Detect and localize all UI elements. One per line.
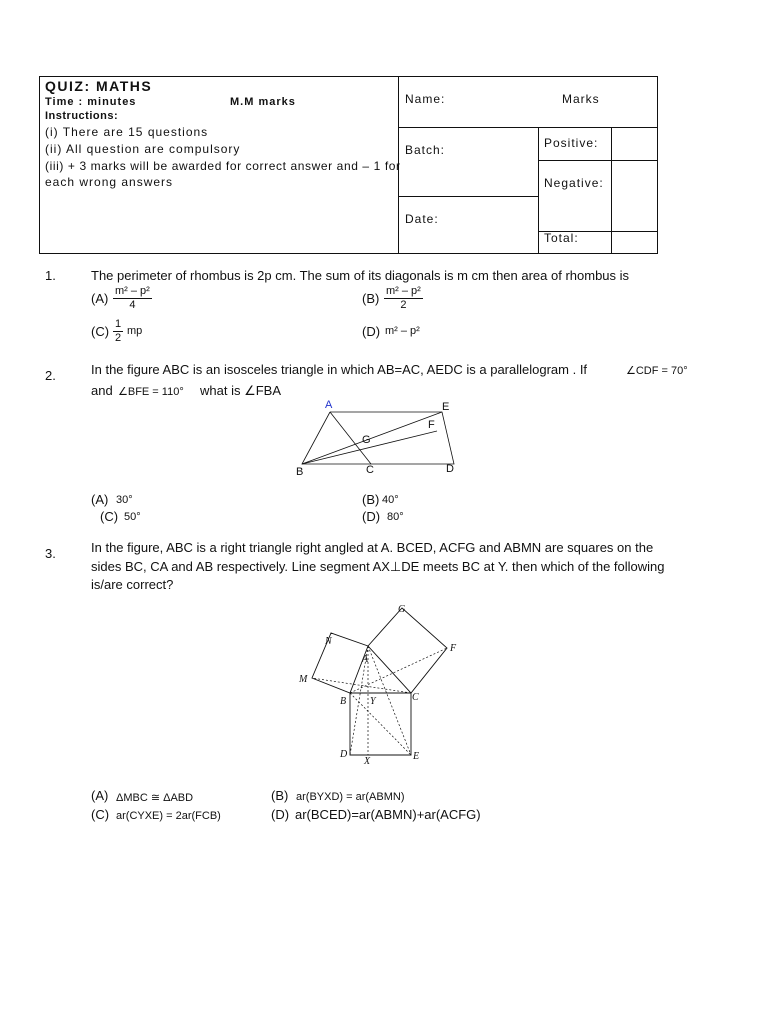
q2-option-d-value: 80°: [387, 511, 404, 523]
q3-option-c-value: ar(CYXE) = 2ar(FCB): [116, 810, 221, 822]
q2-figure-parallelogram: [290, 395, 470, 480]
q1-option-c-tail: mp: [127, 325, 143, 337]
q3-square-abmn: [312, 633, 368, 693]
q3-option-c-label: (C): [91, 807, 110, 822]
q1-option-c-numerator: 1: [115, 318, 122, 330]
q2-option-a-label: (A): [91, 492, 109, 507]
q2-fig-label-d: D: [446, 463, 454, 475]
q3-fig-label-b: B: [340, 696, 347, 707]
q3-fig-label-d: D: [340, 749, 348, 760]
q3-fig-label-g: G: [398, 604, 406, 615]
q3-fig-label-f: F: [450, 643, 457, 654]
q3-option-b-value: ar(BYXD) = ar(ABMN): [296, 791, 405, 803]
q3-line2: sides BC, CA and AB respectively. Line segment AX⊥DE meets BC at Y. then which of the following: [91, 559, 665, 574]
q2-option-b-label: (B): [362, 492, 380, 507]
q2-fig-label-a: A: [325, 399, 333, 411]
q1-number: 1.: [45, 268, 56, 283]
q3-fig-label-c: C: [412, 692, 419, 703]
negative-label: Negative:: [544, 176, 604, 190]
q3-line3: is/are correct?: [91, 577, 174, 592]
instruction-3b: each wrong answers: [45, 175, 174, 189]
q1-option-b-label: (B): [362, 291, 380, 306]
q2-line2-question: what is ∠FBA: [200, 383, 282, 398]
q2-option-c-value: 50°: [124, 511, 141, 523]
q2-fig-label-f: F: [428, 419, 435, 431]
total-label: Total:: [544, 231, 579, 245]
q2-option-a-value: 30°: [116, 494, 133, 506]
positive-label: Positive:: [544, 136, 599, 150]
q3-square-acfg: [368, 608, 447, 693]
q3-line1: In the figure, ABC is a right triangle right angled at A. BCED, ACFG and ABMN are squares on the: [91, 540, 654, 555]
q3-fig-label-x: X: [364, 756, 371, 767]
q3-option-d-label: (D): [271, 807, 290, 822]
q3-fig-label-a: A: [362, 654, 369, 665]
time-line: Time : minutes: [45, 96, 137, 108]
q3-option-a-value: ΔMBC ≅ ΔABD: [116, 792, 194, 804]
q2-option-d-label: (D): [362, 509, 381, 524]
instruction-2: (ii) All question are compulsory: [45, 142, 241, 156]
q1-text: The perimeter of rhombus is 2p cm. The sum of its diagonals is m cm then area of rhombus is: [91, 268, 630, 283]
q1-option-b-denominator: 2: [400, 299, 407, 311]
batch-field-label: Batch:: [405, 143, 446, 157]
q3-fig-label-y: Y: [370, 696, 376, 707]
q2-fig-label-e: E: [442, 401, 450, 413]
name-field-label: Name:: [405, 92, 446, 106]
q1-option-a-numerator: m² – p²: [115, 285, 150, 297]
instruction-1: (i) There are 15 questions: [45, 125, 209, 139]
q2-fig-label-b: B: [296, 466, 304, 478]
q1-option-d-label: (D): [362, 324, 381, 339]
q1-option-a-label: (A): [91, 291, 109, 306]
q1-option-a-denominator: 4: [129, 299, 136, 311]
q2-fig-label-g: G: [362, 434, 371, 446]
q3-segment-bd-diag: [350, 693, 411, 755]
date-field-label: Date:: [405, 212, 439, 226]
q3-number: 3.: [45, 546, 56, 561]
marks-label: Marks: [562, 92, 600, 106]
q3-fig-label-n: N: [325, 636, 332, 647]
q2-option-c-label: (C): [100, 509, 119, 524]
q2-number: 2.: [45, 368, 56, 383]
max-marks-line: M.M marks: [230, 96, 296, 108]
q1-option-c-denominator: 2: [115, 332, 122, 344]
q2-option-b-value: 40°: [382, 494, 399, 506]
q1-option-b-fraction: [384, 285, 423, 312]
q3-option-b-label: (B): [271, 788, 289, 803]
instruction-3a: (iii) + 3 marks will be awarded for correct answer and – 1 for: [45, 159, 401, 173]
quiz-title: QUIZ: MATHS: [45, 78, 153, 94]
q1-option-a-fraction: [113, 285, 152, 312]
q1-option-c-fraction: [113, 318, 123, 345]
q1-option-c-label: (C): [91, 324, 110, 339]
q3-figure-squares: [290, 600, 470, 770]
q2-condition-bfe: ∠BFE = 110°: [118, 386, 184, 398]
q3-option-d-value: ar(BCED)=ar(ABMN)+ar(ACFG): [295, 807, 481, 822]
q2-fig-label-c: C: [366, 464, 374, 476]
q3-option-a-label: (A): [91, 788, 109, 803]
q3-fig-label-e: E: [413, 751, 420, 762]
q2-segment-be: [302, 412, 442, 464]
q1-option-b-numerator: m² – p²: [386, 285, 421, 297]
q3-fig-label-m: M: [299, 674, 308, 685]
q2-line2-and: and: [91, 383, 113, 398]
q2-condition-cdf: ∠CDF = 70°: [626, 365, 688, 377]
q2-line1: In the figure ABC is an isosceles triangle in which AB=AC, AEDC is a parallelogram . If: [91, 362, 588, 377]
instructions-label: Instructions:: [45, 110, 119, 122]
q1-option-d-text: m² – p²: [385, 325, 420, 337]
